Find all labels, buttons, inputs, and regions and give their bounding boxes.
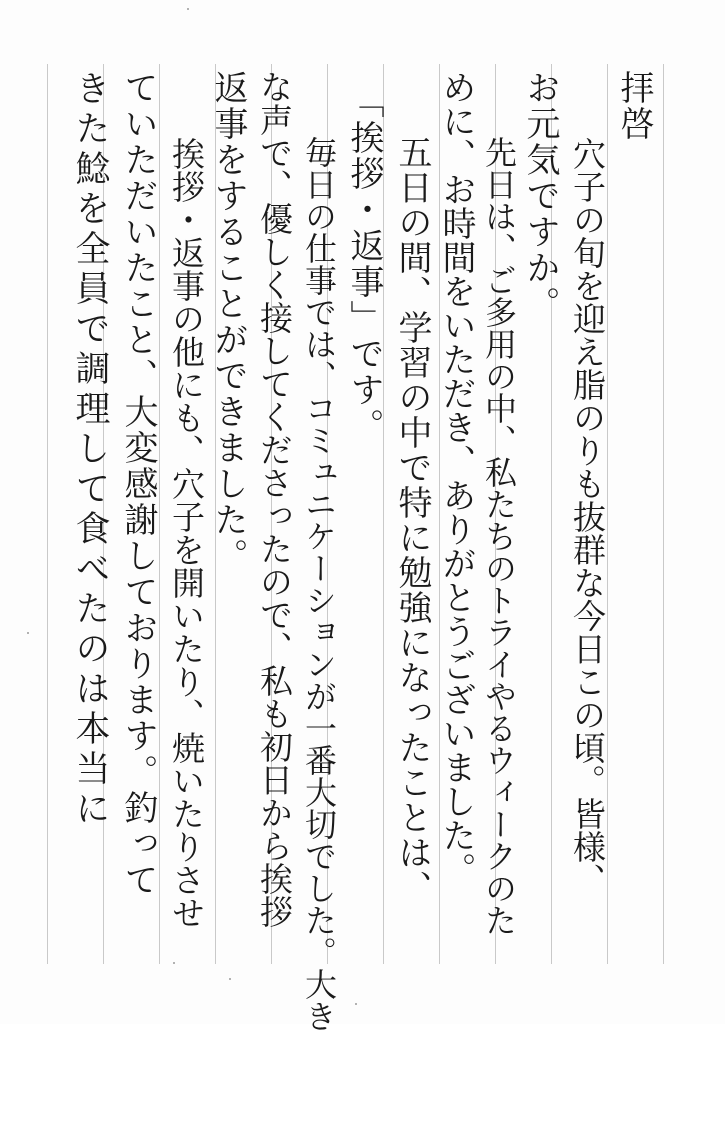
letter-column: 「挨拶・返事」です。	[344, 84, 384, 444]
letter-column: ていただいたこと、大変感謝しております。釣って	[118, 70, 158, 898]
letter-column: 拝啓	[614, 70, 654, 142]
letter-column: 返事をすることができました。	[208, 70, 248, 574]
scan-speck	[27, 632, 29, 634]
ruled-line	[607, 64, 608, 964]
scan-speck	[173, 962, 175, 964]
letter-column: な声で、優しく接してくださったので、私も初日から挨拶	[255, 70, 294, 928]
letter-column: 穴子の旬を迎え脂のりも抜群な今日この頃。皆様、	[568, 104, 607, 896]
ruled-line	[663, 64, 664, 964]
letter-column: お元気ですか。	[520, 70, 560, 322]
scan-speck	[229, 978, 231, 980]
ruled-line	[47, 64, 48, 964]
letter-column: 挨拶・返事の他にも、穴子を開いたり、焼いたりさせ	[167, 104, 206, 929]
scan-speck	[355, 1003, 357, 1005]
scan-speck	[187, 8, 189, 10]
letter-column: 先日は、ご多用の中、私たちのトライやるウィークのた	[480, 104, 518, 936]
letter-column: 毎日の仕事では、コミュニケーションが一番大切でした。大き	[300, 104, 338, 1032]
letter-column: めに、お時間をいただき、ありがとうございました。	[436, 70, 476, 886]
letter-column: 五日の間、学習の中で特に勉強になったことは、	[392, 100, 432, 905]
letter-column: きた鯰を全員で調理して食べたのは本当に	[70, 70, 110, 830]
ruled-line	[159, 64, 160, 964]
